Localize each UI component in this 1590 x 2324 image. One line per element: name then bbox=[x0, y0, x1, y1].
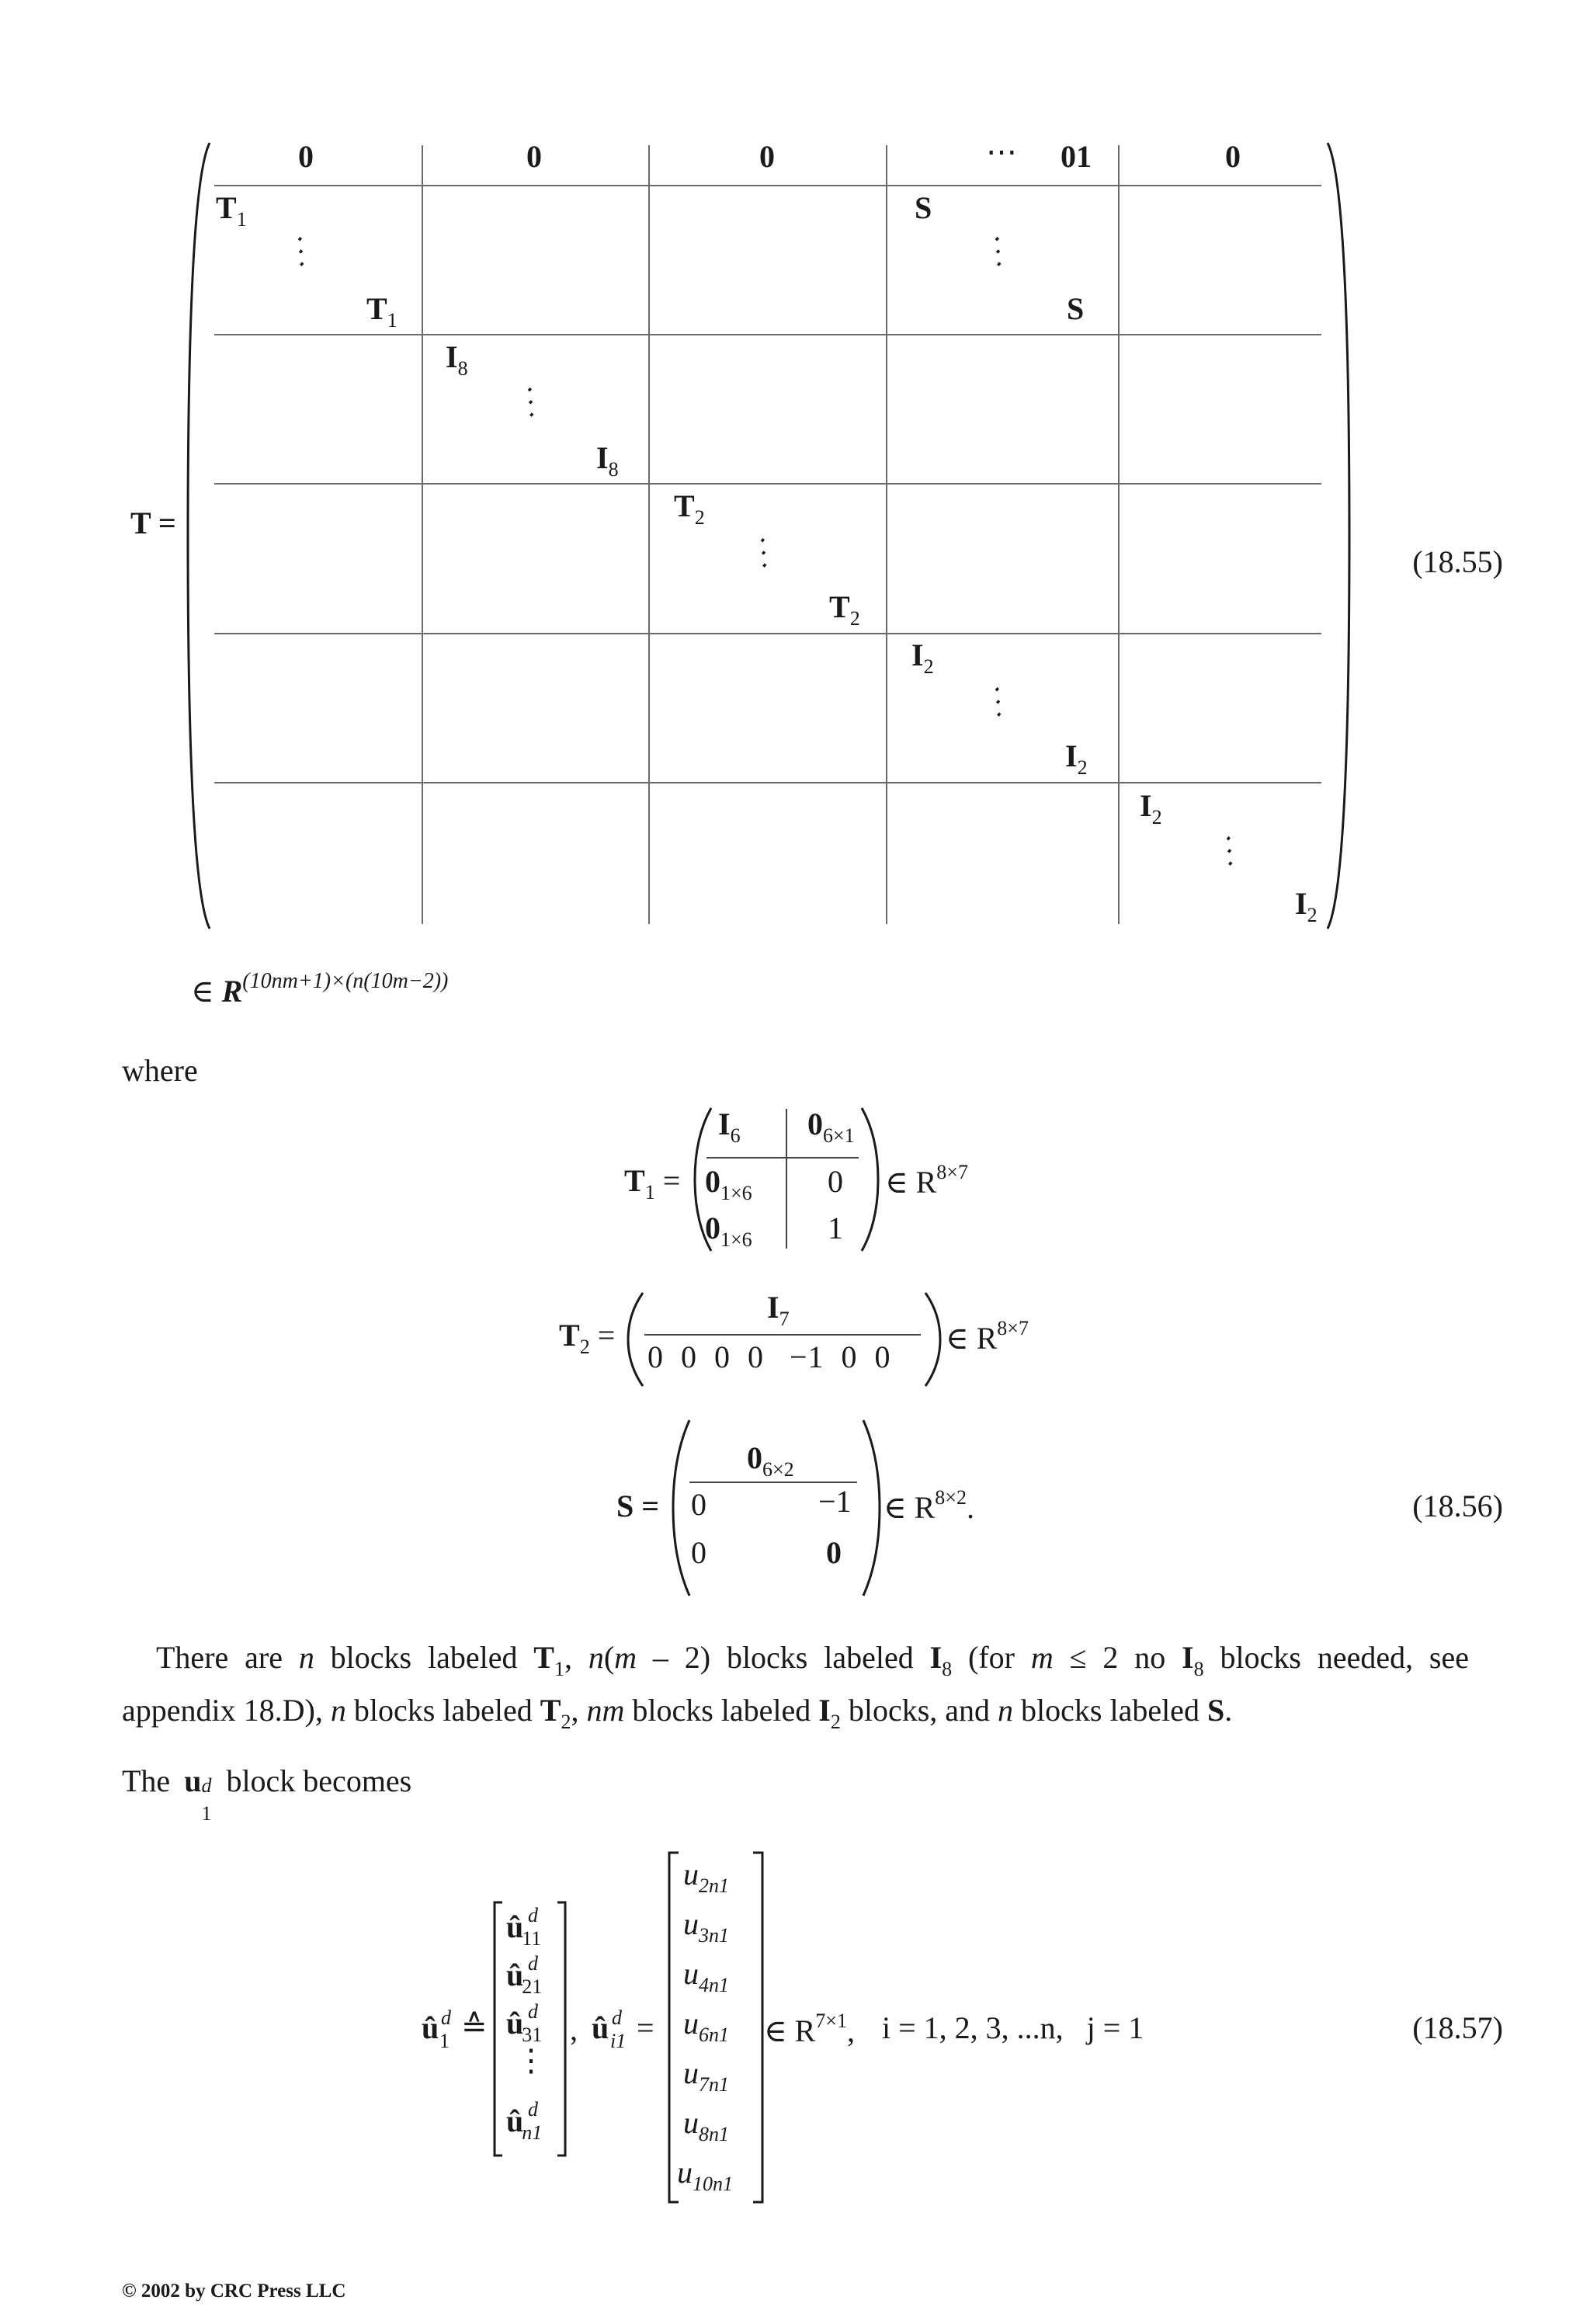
u-intro: The u d 1 block becomes bbox=[122, 1763, 412, 1825]
eq57-comma: , bbox=[570, 2012, 578, 2047]
eq57-rhs-lhs: û bbox=[592, 2010, 609, 2045]
dots-I2-a: ⋱ bbox=[978, 682, 1019, 723]
top-row-01: 01 bbox=[1061, 139, 1092, 174]
blocks-paragraph bbox=[122, 1637, 1469, 1742]
S-r2c2: 0 bbox=[826, 1535, 842, 1570]
T2-I7: $I_7$ bbox=[767, 1290, 790, 1330]
matrix-hline-2 bbox=[214, 334, 1321, 335]
eq57-vec-n-sup: d bbox=[528, 2098, 538, 2121]
matrix-hline-3 bbox=[214, 483, 1321, 485]
paragraph-line-2: appendix 18.D), n blocks labeled $T_2$, nm blocks labeled $I_2$ blocks, and n blocks labeled S. bbox=[122, 1693, 1233, 1733]
eq57-col-5: $u_{7n1}$ bbox=[683, 2055, 729, 2096]
eq57-rhs-sub: i1 bbox=[610, 2030, 627, 2052]
eq57-col-6: $u_{8n1}$ bbox=[683, 2105, 729, 2145]
T1-right-paren bbox=[859, 1106, 880, 1253]
eq-number-18-56: (18.56) bbox=[1412, 1489, 1503, 1523]
eq57-col-right-bracket bbox=[752, 1851, 764, 2204]
eq57-vec-1: $û_{11}$ bbox=[506, 1909, 542, 1950]
T2-left-paren bbox=[626, 1291, 646, 1388]
eq-number-18-57: (18.57) bbox=[1412, 2010, 1503, 2045]
top-row-0-d: 0 bbox=[1225, 139, 1241, 174]
T1-hline bbox=[706, 1157, 859, 1159]
paragraph-line-1: There are n blocks labeled $T_1$, n(m – 2) blocks labeled $I_8$ (for m ≤ 2 no $I_8$ blocks needed, see bbox=[156, 1640, 1470, 1680]
block-I2-last: $I_2$ bbox=[1295, 886, 1317, 926]
eq57-vec-left-bracket bbox=[493, 1901, 504, 2157]
S-r2c1: 0 bbox=[691, 1535, 706, 1570]
copyright-footer: © 2002 by CRC Press LLC bbox=[122, 2281, 346, 2301]
matrix-vline-4 bbox=[1118, 145, 1120, 924]
S-left-paren bbox=[671, 1418, 693, 1598]
eq57-space: ∈ $R^{7\times 1}$, bbox=[764, 2010, 855, 2048]
eq57-col-2: $u_{3n1}$ bbox=[683, 1906, 729, 1947]
eq57-lhs-sup: d bbox=[441, 2006, 451, 2029]
S-r1c2: −1 bbox=[818, 1484, 852, 1519]
top-row-0-b: 0 bbox=[526, 139, 542, 174]
matrix-T-lhs: T = bbox=[130, 505, 176, 540]
T2-lhs: $T_2$ = bbox=[559, 1318, 616, 1358]
dots-S: ⋱ bbox=[978, 231, 1019, 273]
eq57-equals: = bbox=[637, 2010, 654, 2045]
eq57-vec-2-sup: d bbox=[528, 1952, 538, 1975]
eq57-col-4: $u_{6n1}$ bbox=[683, 2006, 729, 2046]
dots-T1: ⋱ bbox=[281, 231, 322, 273]
T1-lhs: $T_1$ = bbox=[624, 1163, 681, 1204]
matrix-hline-4 bbox=[214, 633, 1321, 634]
right-paren-T bbox=[1320, 140, 1351, 932]
T2-hline bbox=[644, 1334, 921, 1336]
S-zero-6x2: $0_{6\times 2}$ bbox=[747, 1440, 794, 1481]
eq57-def-sym: ≙ bbox=[461, 2009, 488, 2044]
block-S-last: S bbox=[1067, 291, 1085, 326]
eq57-vec-3-sup: d bbox=[528, 2000, 538, 2023]
eq-number-18-55: (18.55) bbox=[1412, 544, 1503, 579]
matrix-hline-1 bbox=[214, 185, 1321, 186]
block-I2-mid: $I_2$ bbox=[1065, 738, 1088, 779]
where-label: where bbox=[122, 1053, 198, 1088]
block-I8-last: $I_8$ bbox=[596, 440, 619, 481]
eq57-ranges: i = 1, 2, 3, ...n, j = 1 bbox=[882, 2010, 1144, 2045]
T2-right-paren bbox=[922, 1291, 943, 1388]
S-lhs: S = bbox=[616, 1489, 660, 1523]
block-T2-first: $T_2$ bbox=[674, 488, 705, 529]
eq57-col-3: $u_{4n1}$ bbox=[683, 1956, 729, 1996]
block-I2-first: $I_2$ bbox=[911, 637, 934, 678]
T1-zero-6x1: $0_{6\times 1}$ bbox=[807, 1106, 855, 1147]
matrix-vline-1 bbox=[422, 145, 423, 924]
eq57-vec-2: $û_{21}$ bbox=[506, 1958, 543, 1998]
T2-space: ∈ $R^{8\times 7}$ bbox=[946, 1317, 1029, 1356]
matrix-vline-2 bbox=[648, 145, 650, 924]
T1-zero-1x6-b: $0_{1\times 6}$ bbox=[705, 1211, 752, 1251]
matrix-hline-5 bbox=[214, 782, 1321, 783]
T2-row: 0 0 0 0 −1 0 0 bbox=[647, 1339, 891, 1374]
top-row-0-c: 0 bbox=[759, 139, 775, 174]
top-row-0-a: 0 bbox=[298, 139, 314, 174]
eq57-col-left-bracket bbox=[668, 1851, 680, 2204]
left-paren-T bbox=[186, 140, 217, 932]
block-T1-first: $T_1$ bbox=[216, 190, 247, 231]
block-T1-last: $T_1$ bbox=[366, 291, 398, 332]
T1-c1: 0 bbox=[828, 1164, 843, 1199]
S-space: ∈ $R^{8\times 2}$. bbox=[884, 1486, 974, 1525]
eq57-vec-3: $û_{31}$ bbox=[506, 2006, 543, 2046]
block-I8-first: $I_8$ bbox=[446, 339, 468, 380]
matrix-T-space: ∈ $R^{(10nm+1)\times(n(10m-2))}$ bbox=[191, 969, 449, 1009]
eq57-vec-n: $û_{n1}$ bbox=[506, 2103, 543, 2144]
eq57-vec-1-sup: d bbox=[528, 1904, 538, 1926]
dots-T2: ⋱ bbox=[744, 533, 785, 574]
eq57-lhs-sub: 1 bbox=[439, 2030, 450, 2052]
T1-zero-1x6-a: $0_{1\times 6}$ bbox=[705, 1164, 752, 1204]
top-row-cdots: ⋯ bbox=[986, 134, 1017, 169]
T1-vline bbox=[786, 1109, 787, 1249]
eq57-vec-right-bracket bbox=[556, 1901, 567, 2157]
eq57-lhs: û bbox=[422, 2010, 439, 2045]
block-S-first: S bbox=[915, 190, 932, 225]
eq57-col-7: $u_{10n1}$ bbox=[677, 2155, 733, 2195]
dots-I2-b: ⋱ bbox=[1210, 831, 1251, 872]
T1-c2: 1 bbox=[828, 1211, 843, 1245]
S-right-paren bbox=[860, 1418, 882, 1598]
T1-space: ∈ $R^{8\times 7}$ bbox=[885, 1161, 968, 1200]
matrix-vline-3 bbox=[886, 145, 887, 924]
block-I2-second: $I_2$ bbox=[1140, 788, 1162, 829]
dots-I8: ⋱ bbox=[511, 382, 552, 423]
eq57-col-1: $u_{2n1}$ bbox=[683, 1857, 729, 1897]
eq57-rhs-sup: d bbox=[612, 2006, 622, 2029]
block-T2-last: $T_2$ bbox=[829, 589, 860, 630]
T1-I6: $I_6$ bbox=[718, 1106, 741, 1147]
S-r1c1: 0 bbox=[691, 1487, 706, 1522]
eq57-vec-vdots: ⋮ bbox=[516, 2043, 547, 2078]
